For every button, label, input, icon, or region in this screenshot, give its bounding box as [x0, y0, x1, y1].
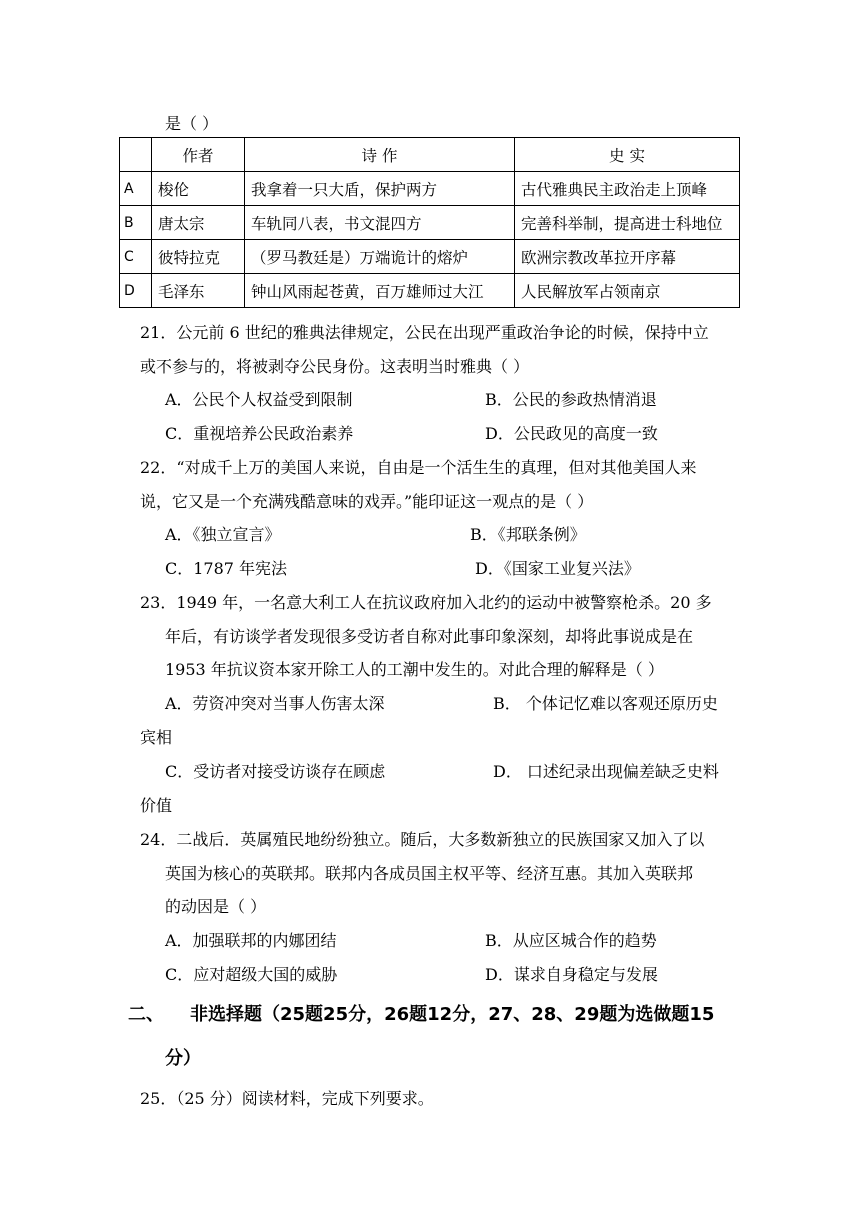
option-letter-cell: C — [120, 240, 152, 274]
question-22-line-1: 22．“对成千上万的美国人来说，自由是一个活生生的真理，但对其他美国人来 — [140, 458, 697, 477]
question-23-option-d-wrap: 价值 — [140, 796, 173, 815]
option-letter-cell: A — [120, 172, 152, 206]
author-cell: 梭伦 — [152, 172, 245, 206]
poetry-table — [119, 137, 740, 308]
question-stem-end: 是（ ） — [165, 114, 219, 133]
poem-cell: （罗马教廷是）万端诡计的熔炉 — [245, 240, 515, 274]
question-23-option-c: C．受访者对接受访谈存在顾虑 — [165, 762, 386, 781]
section-number: 二、 — [128, 1004, 164, 1025]
question-23-option-b: B． 个体记忆难以客观还原历史 — [493, 694, 718, 713]
table-row — [120, 240, 740, 274]
question-21-line-2: 或不参与的，将被剥夺公民身份。这表明当时雅典（ ） — [140, 357, 530, 376]
header-cell: 诗 作 — [245, 138, 515, 172]
question-24-line-3: 的动因是（ ） — [165, 897, 267, 916]
author-cell: 毛泽东 — [152, 274, 245, 308]
author-cell: 唐太宗 — [152, 206, 245, 240]
question-21-option-a: A．公民个人权益受到限制 — [165, 390, 353, 409]
question-22-line-2: 说，它又是一个充满残酷意味的戏弄。”能印证这一观点的是（ ） — [140, 492, 594, 511]
question-23-line-1: 23．1949 年，一名意大利工人在抗议政府加入北约的运动中被警察枪杀。20 多 — [140, 593, 712, 612]
question-22-option-d: D．《国家工业复兴法》 — [475, 559, 640, 578]
question-24-line-2: 英国为核心的英联邦。联邦内各成员国主权平等、经济互惠。其加入英联邦 — [165, 864, 694, 883]
header-cell — [120, 138, 152, 172]
fact-cell: 完善科举制，提高进士科地位 — [515, 206, 740, 240]
table-row — [120, 274, 740, 308]
question-23-line-2: 年后，有访谈学者发现很多受访者自称对此事印象深刻，却将此事说成是在 — [165, 627, 694, 646]
fact-cell: 古代雅典民主政治走上顶峰 — [515, 172, 740, 206]
question-21-option-c: C．重视培养公民政治素养 — [165, 424, 354, 443]
question-24-option-c: C．应对超级大国的威胁 — [165, 965, 338, 984]
poem-cell: 钟山风雨起苍黄，百万雄师过大江 — [245, 274, 515, 308]
question-24-option-b: B．从应区城合作的趋势 — [485, 931, 657, 950]
question-24-option-a: A．加强联邦的内娜团结 — [165, 931, 337, 950]
header-cell: 史 实 — [515, 138, 740, 172]
header-cell: 作者 — [152, 138, 245, 172]
section-title-wrap: 分） — [165, 1048, 201, 1069]
section-title: 非选择题（25题25分，26题12分，27、28、29题为选做题15 — [190, 1004, 715, 1025]
question-23-line-3: 1953 年抗议资本家开除工人的工潮中发生的。对此合理的解释是（ ） — [165, 660, 664, 679]
question-23-option-d: D． 口述纪录出现偏差缺乏史料 — [493, 762, 719, 781]
fact-cell: 人民解放军占领南京 — [515, 274, 740, 308]
question-21-option-d: D．公民政见的高度一致 — [485, 424, 658, 443]
poem-cell: 我拿着一只大盾，保护两方 — [245, 172, 515, 206]
question-21-option-b: B．公民的参政热情消退 — [485, 390, 657, 409]
question-23-option-a: A．劳资冲突对当事人伤害太深 — [165, 694, 385, 713]
question-22-option-b: B．《邦联条例》 — [470, 525, 586, 544]
question-22-option-a: A．《独立宣言》 — [165, 525, 281, 544]
question-23-option-b-wrap: 宾相 — [140, 728, 173, 747]
table-header-row — [120, 138, 740, 172]
question-24-line-1: 24．二战后．英属殖民地纷纷独立。随后，大多数新独立的民族国家又加入了以 — [140, 830, 705, 849]
option-letter-cell: B — [120, 206, 152, 240]
question-24-option-d: D．谋求自身稳定与发展 — [485, 965, 658, 984]
question-25-line-1: 25．（25 分）阅读材料，完成下列要求。 — [140, 1089, 434, 1108]
table-row — [120, 172, 740, 206]
fact-cell: 欧洲宗教改革拉开序幕 — [515, 240, 740, 274]
author-cell: 彼特拉克 — [152, 240, 245, 274]
question-21-line-1: 21．公元前 6 世纪的雅典法律规定，公民在出现严重政治争论的时候，保持中立 — [140, 323, 709, 342]
question-22-option-c: C．1787 年宪法 — [165, 559, 288, 578]
table-row — [120, 206, 740, 240]
poem-cell: 车轨同八表，书文混四方 — [245, 206, 515, 240]
option-letter-cell: D — [120, 274, 152, 308]
